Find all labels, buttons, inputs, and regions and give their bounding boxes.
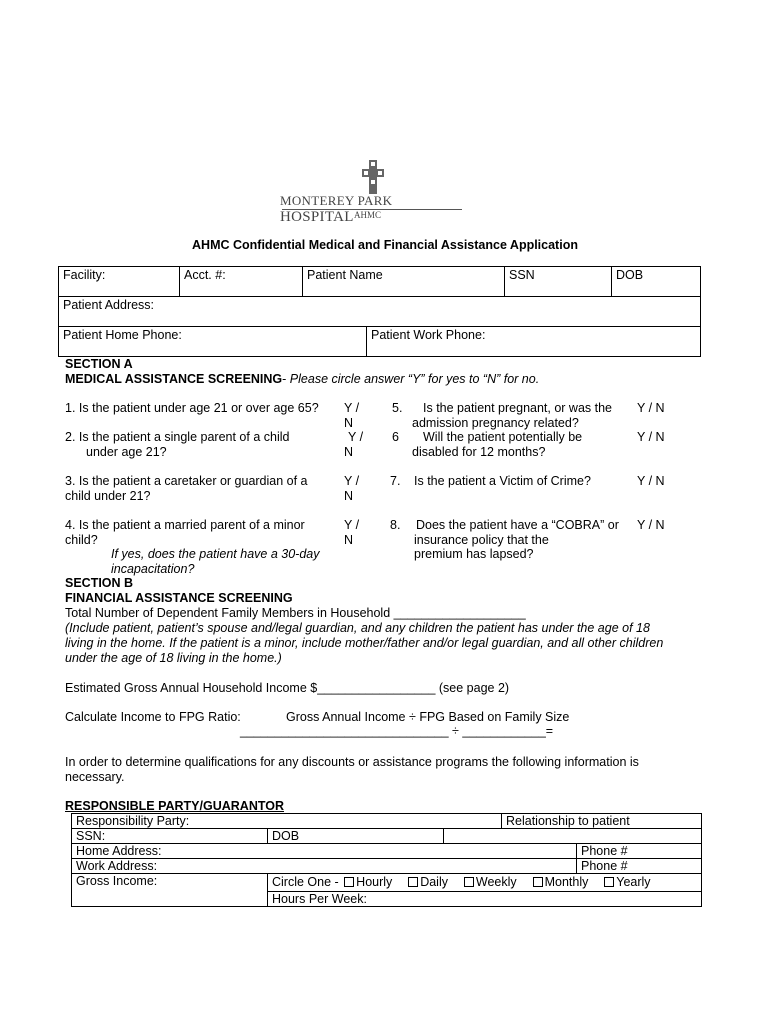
household-income-field[interactable]: Estimated Gross Annual Household Income $_________________ (see page 2) <box>65 681 510 695</box>
question-7: Is the patient a Victim of Crime? <box>414 474 591 488</box>
patient-name-label: Patient Name <box>307 268 383 282</box>
question-4-followup: If yes, does the patient have a 30-day <box>111 547 320 561</box>
logo-sub: AHMC <box>354 210 382 220</box>
qualification-text-cont: necessary. <box>65 770 125 784</box>
hospital-logo <box>280 160 465 225</box>
answer-4-n[interactable]: N <box>344 533 354 547</box>
fpg-label: Calculate Income to FPG Ratio: <box>65 710 241 724</box>
answer-8[interactable]: Y / N <box>637 518 665 532</box>
page-title: AHMC Confidential Medical and Financial Assistance Application <box>192 238 578 252</box>
question-2-cont: under age 21? <box>86 445 167 459</box>
question-5-number: 5. <box>392 401 403 415</box>
hourly-checkbox[interactable] <box>344 877 354 887</box>
section-a-instruction: Please circle answer “Y” for yes to “N” for no. <box>289 372 540 386</box>
hours-per-week-field[interactable] <box>267 891 702 907</box>
answer-1-n[interactable]: N <box>344 416 354 430</box>
answer-1-y[interactable]: Y / <box>344 401 360 415</box>
question-3: 3. Is the patient a caretaker or guardian of a <box>65 474 308 488</box>
question-6-cont: disabled for 12 months? <box>412 445 546 459</box>
question-4-followup-cont: incapacitation? <box>111 562 195 576</box>
ssn-label: SSN <box>509 268 535 282</box>
gross-income-field[interactable] <box>71 873 268 907</box>
daily-checkbox[interactable] <box>408 877 418 887</box>
phone-label-1: Phone # <box>581 844 628 858</box>
hours-per-week-label: Hours Per Week: <box>272 892 367 906</box>
guarantor-ssn-field[interactable] <box>71 828 268 844</box>
weekly-checkbox[interactable] <box>464 877 474 887</box>
logo-brand-right: HOSPITAL <box>280 209 354 225</box>
question-1: 1. Is the patient under age 21 or over age 65? <box>65 401 319 415</box>
question-4-cont: child? <box>65 533 98 547</box>
answer-3-y[interactable]: Y / <box>344 474 360 488</box>
section-b-heading: SECTION B <box>65 576 134 590</box>
qualification-text: In order to determine qualifications for any discounts or assistance programs the following information is <box>65 755 639 769</box>
yearly-checkbox[interactable] <box>604 877 614 887</box>
home-phone-field[interactable] <box>58 326 367 357</box>
circle-one-label: Circle One - <box>272 875 339 889</box>
question-7-number: 7. <box>390 474 401 488</box>
question-5-cont: admission pregnancy related? <box>412 416 579 430</box>
yearly-label: Yearly <box>616 875 651 889</box>
phone-label-2: Phone # <box>581 859 628 873</box>
home-phone-number-field[interactable] <box>576 843 702 859</box>
cross-logo-icon <box>362 160 384 194</box>
acct-field[interactable] <box>179 266 303 297</box>
question-6-number: 6 <box>392 430 399 444</box>
question-6: Will the patient potentially be <box>423 430 583 444</box>
daily-label: Daily <box>420 875 448 889</box>
patient-name-field[interactable] <box>302 266 505 297</box>
answer-2-y[interactable]: Y / <box>348 430 364 444</box>
guarantor-heading: RESPONSIBLE PARTY/GUARANTOR <box>65 799 285 813</box>
dob-label: DOB <box>616 268 644 282</box>
fpg-formula: Gross Annual Income ÷ FPG Based on Family Size <box>286 710 570 724</box>
patient-address-field[interactable] <box>58 296 701 327</box>
fpg-calculation-field[interactable]: ______________________________ ÷ ____________= <box>240 724 554 738</box>
weekly-label: Weekly <box>475 875 517 889</box>
monthly-label: Monthly <box>544 875 589 889</box>
responsibility-party-field[interactable] <box>71 813 502 829</box>
facility-field[interactable] <box>58 266 180 297</box>
question-8-number: 8. <box>390 518 401 532</box>
dependents-note-3: under the age of 18 living in the home.) <box>65 651 282 665</box>
section-a-heading: SECTION A <box>65 357 133 371</box>
patient-address-label: Patient Address: <box>63 298 155 312</box>
guarantor-blank-cell[interactable] <box>443 828 702 844</box>
hourly-label: Hourly <box>356 875 393 889</box>
answer-5[interactable]: Y / N <box>637 401 665 415</box>
answer-4-y[interactable]: Y / <box>344 518 360 532</box>
question-4: 4. Is the patient a married parent of a minor <box>65 518 305 532</box>
home-address-field[interactable] <box>71 843 577 859</box>
section-a-subheading: MEDICAL ASSISTANCE SCREENING <box>65 372 283 386</box>
work-phone-field[interactable] <box>366 326 701 357</box>
dob-field[interactable] <box>611 266 701 297</box>
section-a-subheading-line <box>65 372 539 386</box>
answer-3-n[interactable]: N <box>344 489 354 503</box>
answer-6[interactable]: Y / N <box>637 430 665 444</box>
home-address-label: Home Address: <box>76 844 162 858</box>
guarantor-ssn-label: SSN: <box>76 829 106 843</box>
work-address-label: Work Address: <box>76 859 158 873</box>
dependents-note-1: (Include patient, patient’s spouse and/legal guardian, and any children the patient has under the age of 18 <box>65 621 650 635</box>
section-b-subheading: FINANCIAL ASSISTANCE SCREENING <box>65 591 293 605</box>
work-address-field[interactable] <box>71 858 577 874</box>
facility-label: Facility: <box>63 268 106 282</box>
answer-2-n[interactable]: N <box>344 445 354 459</box>
monthly-checkbox[interactable] <box>533 877 543 887</box>
dependents-field[interactable]: Total Number of Dependent Family Members in Household ___________________ <box>65 606 526 620</box>
relationship-label: Relationship to patient <box>506 814 630 828</box>
question-8-cont2: premium has lapsed? <box>414 547 534 561</box>
question-2: 2. Is the patient a single parent of a child <box>65 430 290 444</box>
question-8: Does the patient have a “COBRA” or <box>416 518 619 532</box>
work-phone-label: Patient Work Phone: <box>371 328 486 342</box>
question-8-cont: insurance policy that the <box>414 533 549 547</box>
income-period-field <box>267 873 702 892</box>
answer-7[interactable]: Y / N <box>637 474 665 488</box>
home-phone-label: Patient Home Phone: <box>63 328 182 342</box>
guarantor-dob-label: DOB <box>272 829 300 843</box>
question-5: Is the patient pregnant, or was the <box>423 401 613 415</box>
relationship-field[interactable] <box>501 813 702 829</box>
section-a-dash: - <box>282 372 290 386</box>
acct-label: Acct. #: <box>184 268 226 282</box>
gross-income-label: Gross Income: <box>76 874 158 888</box>
guarantor-dob-field[interactable] <box>267 828 444 844</box>
question-3-cont: child under 21? <box>65 489 151 503</box>
work-phone-number-field[interactable] <box>576 858 702 874</box>
dependents-note-2: living in the home. If the patient is a minor, include mother/father and/or legal guardian, and all other children <box>65 636 664 650</box>
logo-brand-left: MONTEREY PARK <box>280 193 393 208</box>
responsibility-party-label: Responsibility Party: <box>76 814 190 828</box>
ssn-field[interactable] <box>504 266 612 297</box>
